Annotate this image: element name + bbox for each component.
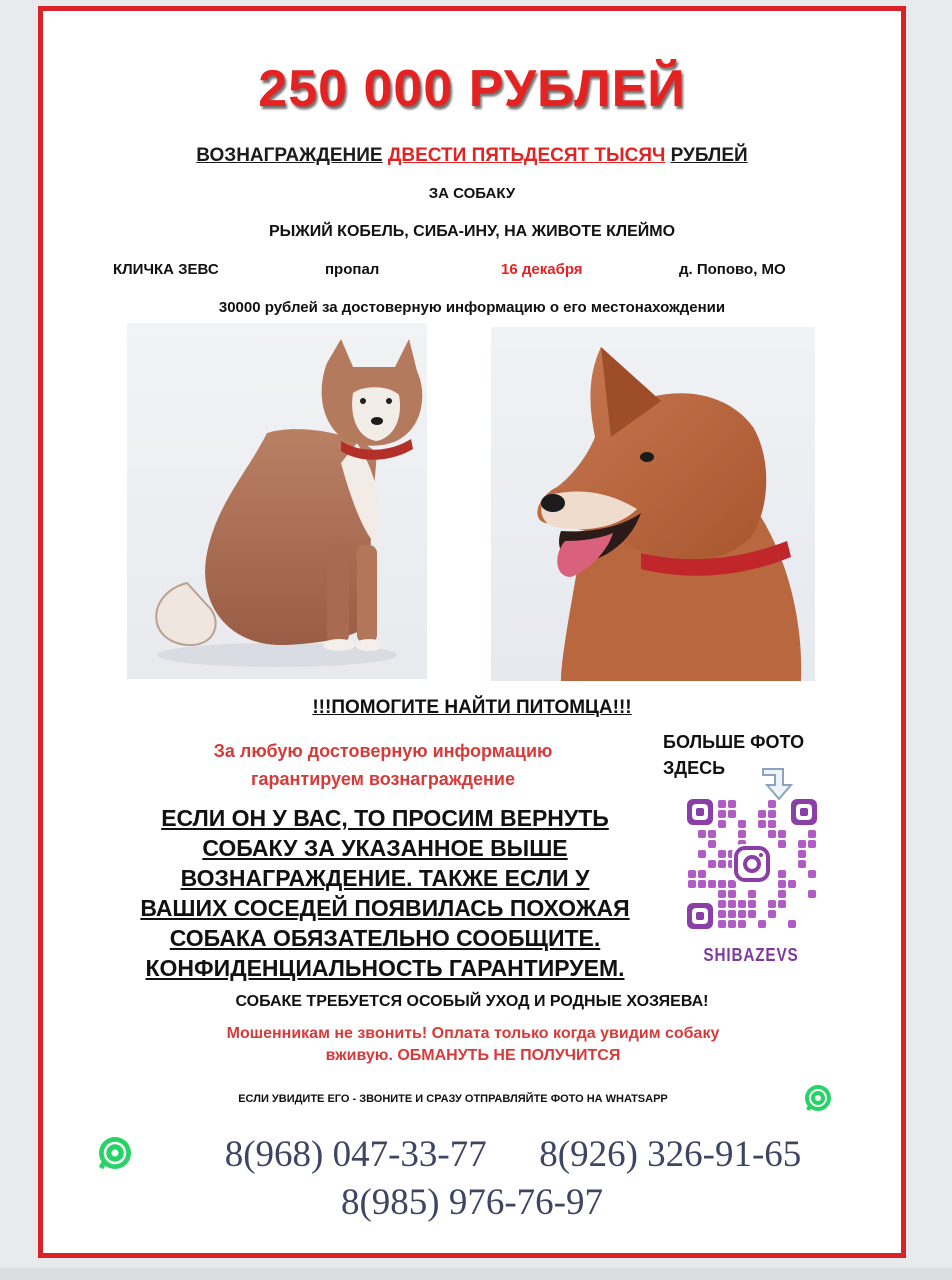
return-request-line: ЕСЛИ ОН У ВАС, ТО ПРОСИМ ВЕРНУТЬ: [161, 805, 609, 831]
return-request-line: СОБАКУ ЗА УКАЗАННОЕ ВЫШЕ: [202, 835, 568, 861]
help-title: !!!ПОМОГИТЕ НАЙТИ ПИТОМЦА!!!: [312, 697, 632, 718]
whatsapp-icon[interactable]: [97, 1135, 133, 1176]
scam-warning-line: вживую. ОБМАНУТЬ НЕ ПОЛУЧИТСЯ: [325, 1047, 621, 1064]
scam-warning-line: Мошенникам не звонить! Оплата только когда увидим собаку: [226, 1025, 720, 1042]
dog-description: РЫЖИЙ КОБЕЛЬ, СИБА-ИНУ, НА ЖИВОТЕ КЛЕЙМО: [268, 223, 676, 240]
reward-guarantee: [133, 737, 633, 793]
more-photos-line: ЗДЕСЬ: [663, 758, 726, 778]
missing-status: пропал: [325, 261, 380, 278]
reward-line: [43, 145, 901, 167]
closeup-dog-illustration: [491, 327, 815, 681]
info-reward: 30000 рублей за достоверную информацию о его местонахождении: [218, 299, 726, 316]
lost-dog-poster: [38, 6, 906, 1258]
return-request: [95, 803, 675, 983]
reward-currency: РУБЛЕЙ: [670, 145, 748, 166]
whatsapp-icon[interactable]: [803, 1083, 833, 1118]
sitting-dog-illustration: [127, 323, 427, 679]
reward-label: ВОЗНАГРАЖДЕНИЕ: [196, 145, 383, 166]
reward-title: 250 000 РУБЛЕЙ: [258, 60, 686, 118]
phone-number[interactable]: 8(968) 047-33-77: [224, 1134, 487, 1175]
dog-photo-sitting: [127, 323, 427, 679]
for-dog-label: ЗА СОБАКУ: [428, 185, 516, 202]
return-request-line: ВОЗНАГРАЖДЕНИЕ. ТАКЖЕ ЕСЛИ У: [180, 865, 590, 891]
reward-guarantee-line: гарантируем вознаграждение: [251, 769, 515, 789]
info-row: [113, 261, 833, 285]
phone-numbers-row: [193, 1133, 833, 1176]
return-request-line: ВАШИХ СОСЕДЕЙ ПОЯВИЛАСЬ ПОХОЖАЯ: [140, 895, 630, 921]
scam-warning: [123, 1023, 823, 1067]
dog-photo-closeup: [491, 327, 815, 681]
return-request-line: КОНФИДЕНЦИАЛЬНОСТЬ ГАРАНТИРУЕМ.: [145, 955, 625, 981]
whatsapp-instruction: ЕСЛИ УВИДИТЕ ЕГО - ЗВОНИТЕ И СРАЗУ ОТПРАВЛЯЙТЕ ФОТО НА WHATSAPP: [238, 1093, 668, 1105]
instagram-handle[interactable]: SHIBAZEVS: [703, 945, 799, 965]
phone-number[interactable]: 8(985) 976-76-97: [340, 1182, 604, 1223]
bottom-bar: [0, 1268, 952, 1280]
reward-guarantee-line: За любую достоверную информацию: [213, 741, 553, 761]
more-photos-line: БОЛЬШЕ ФОТО: [663, 732, 805, 752]
reward-amount-words: ДВЕСТИ ПЯТЬДЕСЯТ ТЫСЯЧ: [387, 145, 666, 166]
missing-location: д. Попово, МО: [679, 261, 786, 278]
qr-code[interactable]: [687, 799, 817, 934]
dog-name: КЛИЧКА ЗЕВС: [113, 261, 219, 278]
phone-number[interactable]: 8(926) 326-91-65: [539, 1134, 802, 1175]
care-notice: СОБАКЕ ТРЕБУЕТСЯ ОСОБЫЙ УХОД И РОДНЫЕ ХОЗЯЕВА!: [235, 993, 709, 1010]
return-request-line: СОБАКА ОБЯЗАТЕЛЬНО СООБЩИТЕ.: [169, 925, 601, 951]
qr-code-graphic: [687, 799, 817, 929]
missing-date: 16 декабря: [501, 261, 583, 278]
